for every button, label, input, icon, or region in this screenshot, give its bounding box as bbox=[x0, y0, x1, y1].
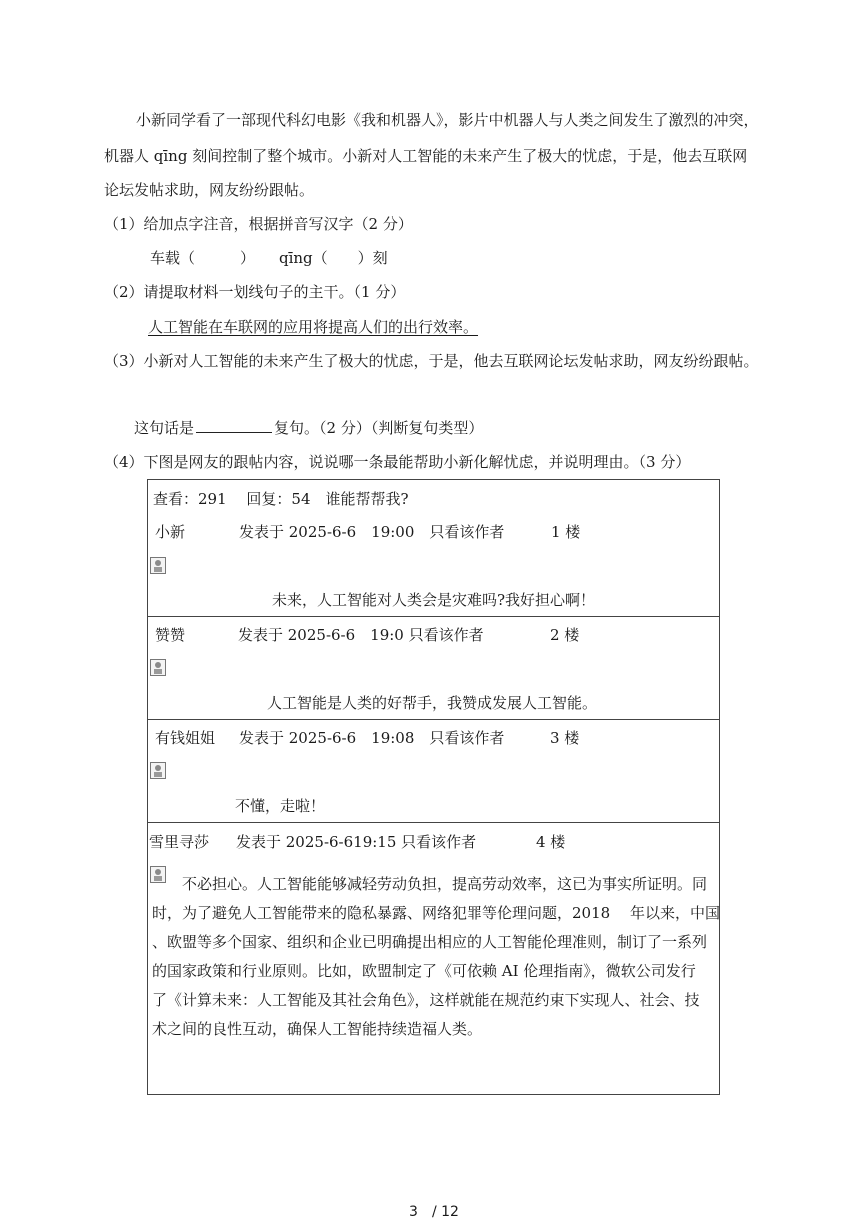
forum-thread-box bbox=[147, 479, 720, 1095]
answer-suffix: 复句。（2 分）（判断复句类型） bbox=[274, 419, 484, 437]
content-line: 了《计算未来：人工智能及其社会角色》，这样就能在规范约束下实现人、社会、技 bbox=[152, 991, 700, 1009]
post-content: 不懂，走啦！ bbox=[235, 797, 326, 815]
post-floor: 3 楼 bbox=[550, 729, 580, 747]
question-1-item-1: 车载（ ） bbox=[150, 249, 256, 267]
avatar-icon bbox=[150, 659, 166, 676]
forum-post-2 bbox=[148, 616, 719, 719]
answer-prefix: 这句话是 bbox=[134, 419, 195, 437]
intro-line-3: 论坛发帖求助，网友纷纷跟帖。 bbox=[104, 181, 315, 199]
post-meta: 发表于 2025-6-6 19:00 只看该作者 bbox=[239, 523, 505, 541]
content-line: 术之间的良性互动，确保人工智能持续造福人类。 bbox=[152, 1020, 483, 1038]
content-line: 、欧盟等多个国家、组织和企业已明确提出相应的人工智能伦理准则，制订了一系列 bbox=[152, 933, 708, 951]
question-4-label: （4）下图是网友的跟帖内容，说说哪一条最能帮助小新化解忧虑，并说明理由。（3 分） bbox=[104, 453, 691, 471]
forum-post-3 bbox=[148, 719, 719, 822]
post-4-content bbox=[152, 870, 720, 1044]
question-3-label: （3）小新对人工智能的未来产生了极大的忧虑，于是，他去互联网论坛发帖求助，网友纷纷跟帖。 bbox=[104, 352, 759, 370]
question-1-label: （1）给加点字注音，根据拼音写汉字（2 分） bbox=[104, 215, 413, 233]
content-line: 时，为了避免人工智能带来的隐私暴露、网络犯罪等伦理问题，2018 年以来，中国 bbox=[152, 904, 720, 922]
question-2-label: （2）请提取材料一划线句子的主干。（1 分） bbox=[104, 283, 406, 301]
question-1-item-2: qīng（ ）刻 bbox=[279, 249, 388, 267]
question-3-answer bbox=[134, 418, 483, 438]
post-floor: 1 楼 bbox=[551, 523, 581, 541]
page-number: 3 / 12 bbox=[409, 1204, 459, 1220]
intro-line-1: 小新同学看了一部现代科幻电影《我和机器人》，影片中机器人与人类之间发生了激烈的冲突， bbox=[136, 111, 759, 129]
post-meta: 发表于 2025-6-6 19:0 只看该作者 bbox=[238, 626, 484, 644]
avatar-icon bbox=[150, 762, 166, 779]
intro-line-2: 机器人 qīng 刻间控制了整个城市。小新对人工智能的未来产生了极大的忧虑，于是，他去互联网 bbox=[104, 147, 748, 165]
post-user: 雪里寻莎 bbox=[149, 833, 210, 851]
forum-stats: 查看：291 回复：54 谁能帮帮我? bbox=[153, 490, 409, 508]
content-line: 的国家政策和行业原则。比如，欧盟制定了《可依赖 AI 伦理指南》，微软公司发行 bbox=[152, 962, 696, 980]
post-user: 有钱姐姐 bbox=[155, 729, 216, 747]
post-user: 小新 bbox=[155, 523, 186, 541]
post-meta: 发表于 2025-6-6 19:08 只看该作者 bbox=[239, 729, 505, 747]
post-floor: 4 楼 bbox=[536, 833, 566, 851]
forum-post-1 bbox=[148, 480, 719, 616]
post-content: 未来，人工智能对人类会是灾难吗?我好担心啊！ bbox=[272, 591, 596, 609]
underlined-sentence: 人工智能在车联网的应用将提高人们的出行效率。 bbox=[148, 318, 479, 336]
post-content: 人工智能是人类的好帮手，我赞成发展人工智能。 bbox=[267, 694, 598, 712]
avatar-icon bbox=[150, 557, 166, 574]
answer-blank[interactable] bbox=[196, 418, 272, 433]
post-meta: 发表于 2025-6-619:15 只看该作者 bbox=[236, 833, 477, 851]
post-floor: 2 楼 bbox=[550, 626, 580, 644]
content-line: 不必担心。人工智能能够减轻劳动负担，提高劳动效率，这已为事实所证明。同 bbox=[152, 875, 708, 893]
post-user: 赞赞 bbox=[155, 626, 186, 644]
